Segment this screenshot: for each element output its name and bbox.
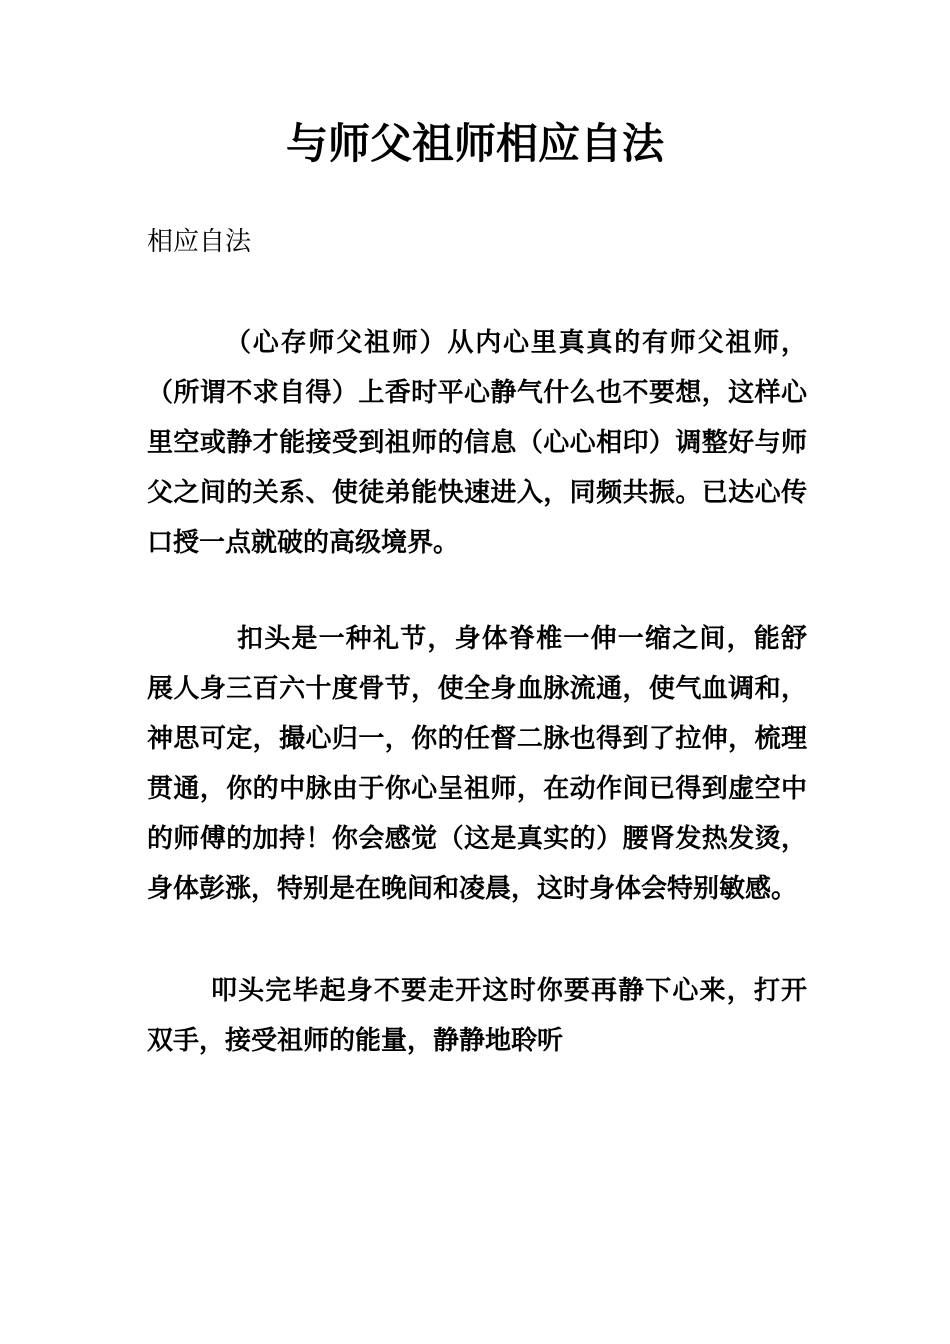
section-heading: 相应自法	[147, 227, 252, 257]
paragraph-3: 叩头完毕起身不要走开这时你要再静下心来，打开双手，接受祖师的能量，静静地聆听	[147, 976, 807, 1056]
paragraph-2: 扣头是一种礼节，身体脊椎一伸一缩之间，能舒展人身三百六十度骨节，使全身血脉流通，使气血调和，神思可定，撮心归一，你的任督二脉也得到了拉伸，梳理贯通，你的中脉由于你心呈祖师，在动作间已得到虚空中的师傅的加持！你会感觉（这是真实的）腰肾发热发烫，身体彭涨，特别是在晚间和凌晨，这时身体会特别敏感。	[147, 624, 807, 904]
document-title: 与师父祖师相应自法	[285, 119, 664, 168]
paragraph-1: （心存师父祖师）从内心里真真的有师父祖师，（所谓不求自得）上香时平心静气什么也不要想，这样心里空或静才能接受到祖师的信息（心心相印）调整好与师父之间的关系、使徒弟能快速进入，同频共振。已达心传口授一点就破的高级境界。	[147, 328, 807, 558]
